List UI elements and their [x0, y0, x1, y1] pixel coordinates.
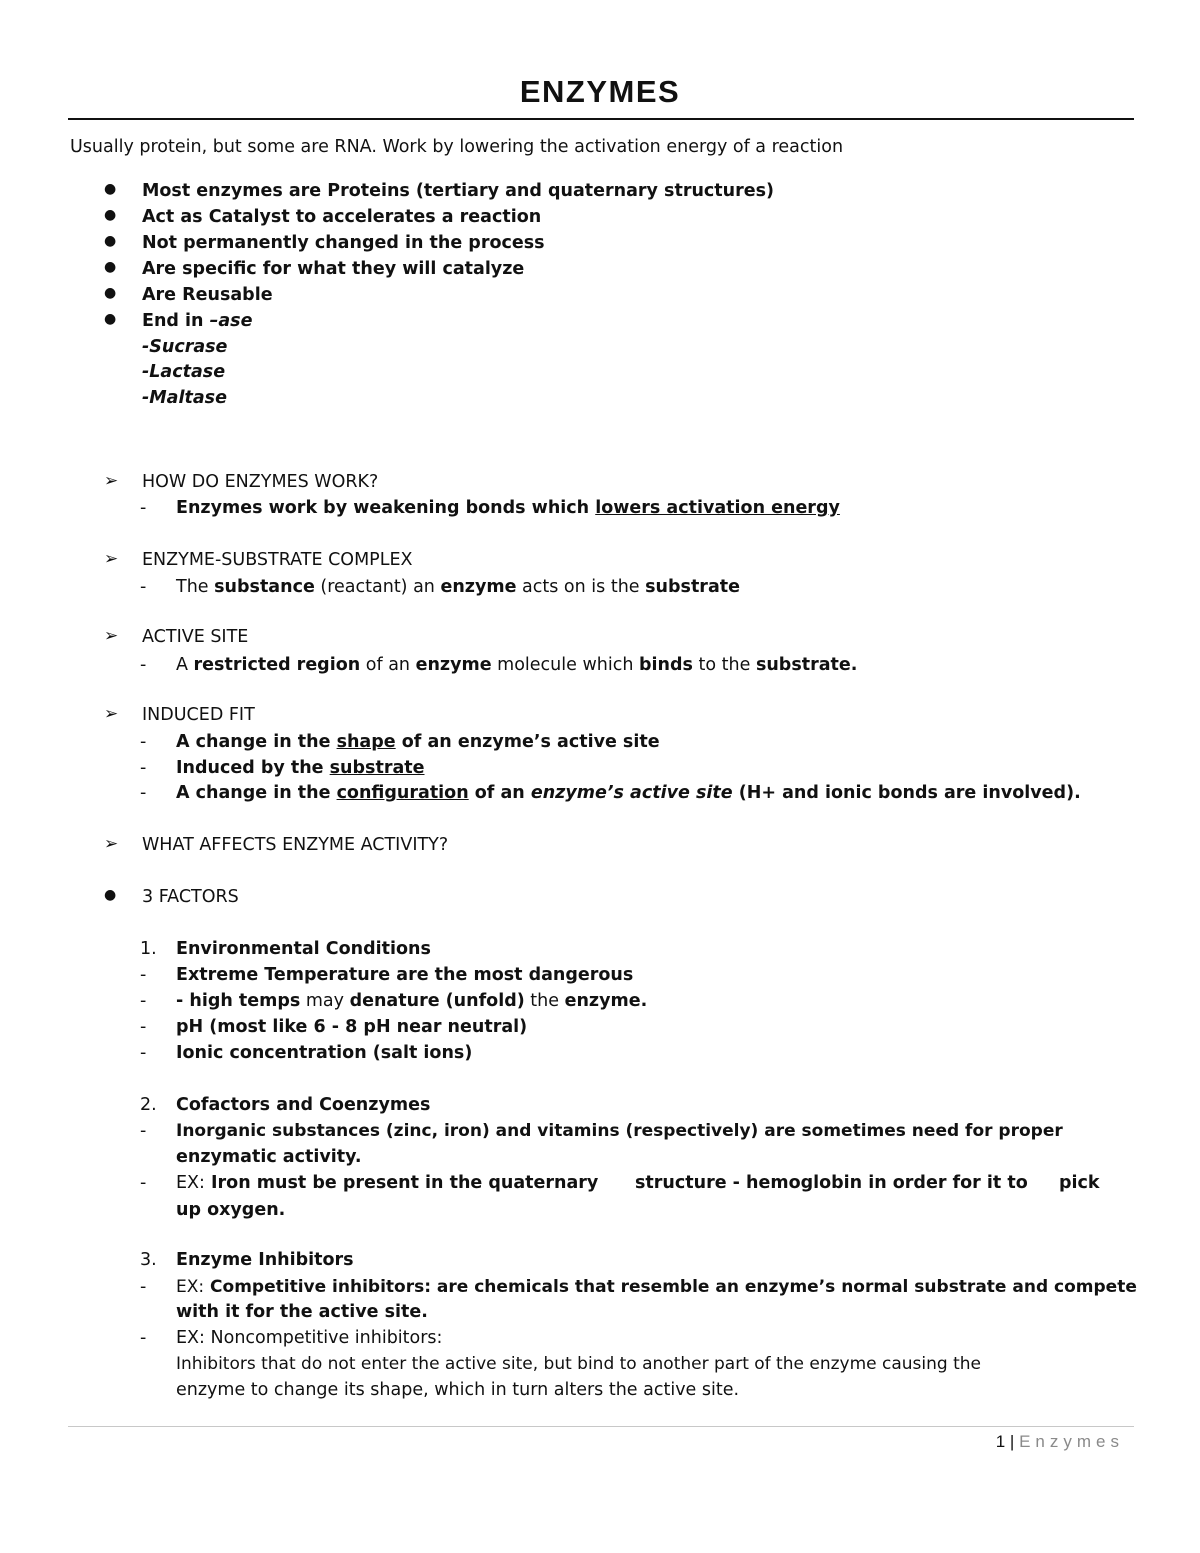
- page-title: ENZYMES: [519, 74, 681, 109]
- bullet-item: Are Reusable: [142, 285, 273, 305]
- dash-marker: -: [140, 1121, 147, 1141]
- dash-marker: -: [140, 991, 147, 1011]
- factor-line: enzymatic activity.: [176, 1147, 362, 1167]
- bullet-dot: ●: [104, 233, 117, 249]
- section-heading: HOW DO ENZYMES WORK?: [142, 472, 379, 492]
- factors-label: 3 FACTORS: [142, 887, 239, 907]
- dash-marker: -: [140, 498, 147, 518]
- footer-rule: [68, 1426, 1134, 1427]
- factor-line: Extreme Temperature are the most dangerous: [176, 965, 634, 985]
- example-enzyme: -Maltase: [142, 388, 227, 408]
- dash-marker: -: [140, 758, 147, 778]
- example-enzyme: -Lactase: [142, 362, 226, 382]
- section-line: Induced by the substrate: [176, 758, 425, 778]
- factor-title: Cofactors and Coenzymes: [176, 1095, 431, 1115]
- section-line: A change in the configuration of an enzyme’s active site (H+ and ionic bonds are involved).: [176, 783, 1081, 803]
- dash-marker: -: [140, 1328, 147, 1348]
- section-line: Enzymes work by weakening bonds which lowers activation energy: [176, 498, 840, 518]
- factor-line: enzyme to change its shape, which in turn alters the active site.: [176, 1380, 740, 1400]
- bullet-item: Are specific for what they will catalyze: [142, 259, 525, 279]
- factor-line: - high temps may denature (unfold) the enzyme.: [176, 991, 648, 1011]
- bullet-dot: ●: [104, 285, 117, 301]
- factor-line: Inhibitors that do not enter the active site, but bind to another part of the enzyme causing the: [176, 1354, 981, 1374]
- arrow-bullet-icon: ➢: [104, 704, 119, 724]
- dash-marker: -: [140, 1173, 147, 1193]
- dash-marker: -: [140, 732, 147, 752]
- list-number: 1.: [140, 939, 157, 959]
- list-number: 3.: [140, 1250, 157, 1270]
- list-number: 2.: [140, 1095, 157, 1115]
- page-footer: 1 | Enzymes: [995, 1432, 1124, 1451]
- section-line: The substance (reactant) an enzyme acts on is the substrate: [176, 577, 740, 597]
- bullet-item: Most enzymes are Proteins (tertiary and quaternary structures): [142, 181, 775, 201]
- factor-line: EX: Iron must be present in the quaternary: [176, 1173, 599, 1193]
- dash-marker: -: [140, 655, 147, 675]
- dash-marker: -: [140, 965, 147, 985]
- title-rule: [68, 118, 1134, 120]
- factor-title: Enzyme Inhibitors: [176, 1250, 354, 1270]
- arrow-bullet-icon: ➢: [104, 471, 119, 491]
- dash-marker: -: [140, 1043, 147, 1063]
- section-heading: INDUCED FIT: [142, 705, 255, 725]
- page-number: 1: [995, 1432, 1006, 1451]
- factor-line: EX: Competitive inhibitors: are chemicals that resemble an enzyme’s normal substrate and compete: [176, 1277, 1137, 1297]
- dash-marker: -: [140, 1277, 147, 1297]
- factor-line: structure - hemoglobin in order for it to: [635, 1173, 1028, 1193]
- factor-line: pick: [1059, 1173, 1100, 1193]
- bullet-item: Act as Catalyst to accelerates a reaction: [142, 207, 542, 227]
- arrow-bullet-icon: ➢: [104, 834, 119, 854]
- dash-marker: -: [140, 577, 147, 597]
- dash-marker: -: [140, 783, 147, 803]
- factor-line: EX: Noncompetitive inhibitors:: [176, 1328, 443, 1348]
- example-enzyme: -Sucrase: [142, 337, 228, 357]
- bullet-dot: ●: [104, 207, 117, 223]
- bullet-dot: ●: [104, 311, 117, 327]
- section-heading: WHAT AFFECTS ENZYME ACTIVITY?: [142, 835, 449, 855]
- section-heading: ACTIVE SITE: [142, 627, 249, 647]
- footer-title: Enzymes: [1019, 1432, 1124, 1451]
- dash-marker: -: [140, 1017, 147, 1037]
- factor-line: up oxygen.: [176, 1200, 286, 1220]
- factor-line: Inorganic substances (zinc, iron) and vitamins (respectively) are sometimes need for proper: [176, 1121, 1063, 1141]
- bullet-dot: ●: [104, 259, 117, 275]
- intro-text: Usually protein, but some are RNA. Work by lowering the activation energy of a reaction: [70, 137, 844, 157]
- arrow-bullet-icon: ➢: [104, 549, 119, 569]
- arrow-bullet-icon: ➢: [104, 626, 119, 646]
- bullet-item-end-in: End in –ase: [142, 311, 253, 331]
- factor-line: pH (most like 6 - 8 pH near neutral): [176, 1017, 528, 1037]
- section-line: A restricted region of an enzyme molecule which binds to the substrate.: [176, 655, 858, 675]
- section-heading: ENZYME-SUBSTRATE COMPLEX: [142, 550, 413, 570]
- bullet-item: Not permanently changed in the process: [142, 233, 545, 253]
- bullet-dot: ●: [104, 181, 117, 197]
- section-line: A change in the shape of an enzyme’s active site: [176, 732, 660, 752]
- factor-line: with it for the active site.: [176, 1302, 428, 1322]
- bullet-dot: ●: [104, 887, 117, 903]
- factor-line: Ionic concentration (salt ions): [176, 1043, 473, 1063]
- factor-title: Environmental Conditions: [176, 939, 431, 959]
